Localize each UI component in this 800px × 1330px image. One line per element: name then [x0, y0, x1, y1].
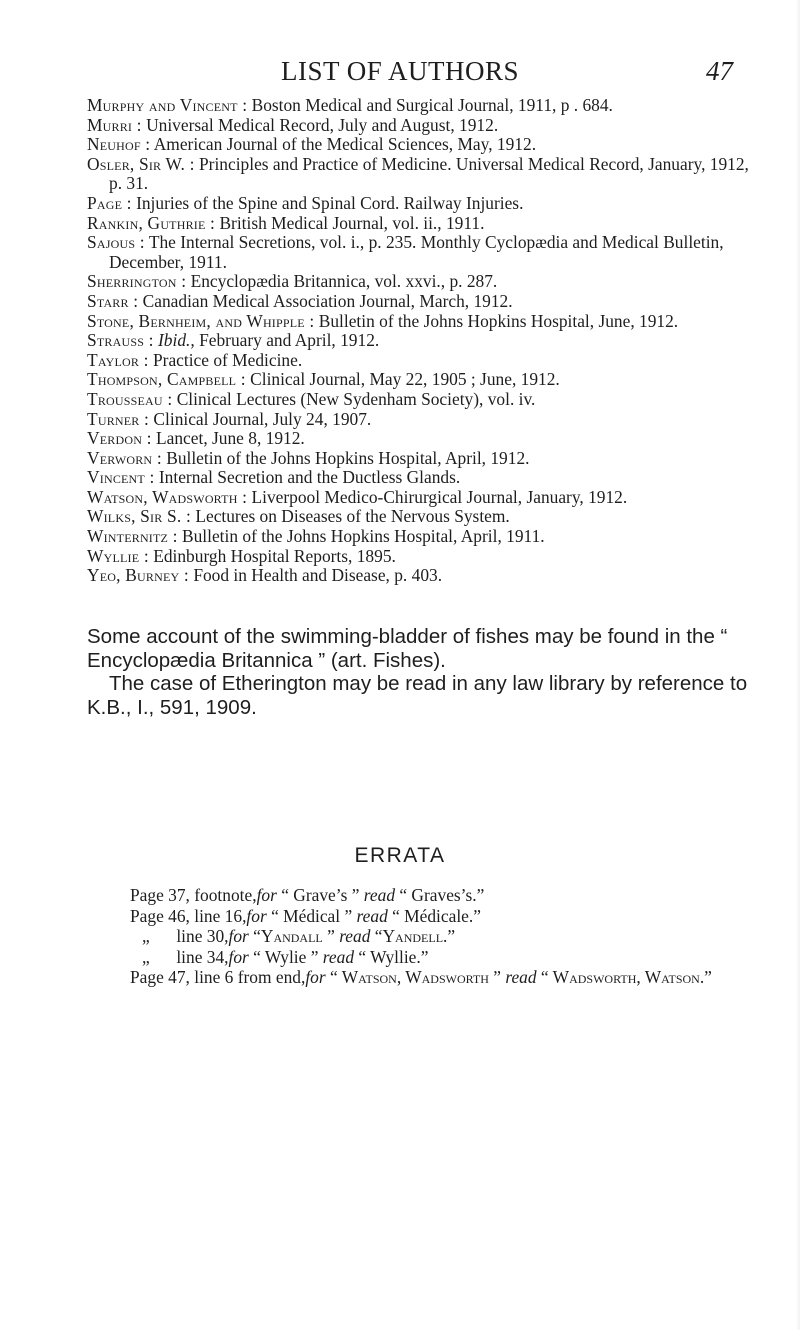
author-entry	[87, 527, 759, 547]
author-entry	[87, 214, 759, 234]
errata-wrong-text: “ Wylie ”	[248, 946, 323, 967]
author-entry	[87, 547, 759, 567]
author-name: Verdon :	[87, 428, 152, 449]
author-name: Wilks, Sir S. :	[87, 506, 191, 527]
errata-item	[130, 885, 790, 906]
author-name: Yeo, Burney :	[87, 565, 189, 586]
errata-read: read	[322, 946, 355, 967]
running-title: LIST OF AUTHORS	[280, 56, 520, 86]
errata-location: line 6 from end,	[189, 967, 306, 987]
page-number: 47	[706, 56, 733, 86]
author-name: Page :	[87, 192, 132, 213]
author-reference: Universal Medical Record, July and August, 1912.	[141, 114, 499, 135]
author-name: Turner :	[87, 408, 150, 429]
author-name: Winternitz :	[87, 526, 178, 547]
author-entry	[87, 410, 759, 430]
author-entry	[87, 468, 759, 488]
errata-correct-text: “ Médicale.”	[387, 905, 481, 926]
author-entry	[87, 507, 759, 527]
note-paragraph-encyclopaedia: Some account of the swimming-bladder of fishes may be found in the “ Encyclopædia Britannica ” (art. Fishes).	[87, 625, 728, 672]
errata-wrong-text: “ Médical ”	[266, 905, 357, 926]
author-reference: Practice of Medicine.	[148, 349, 303, 370]
author-name: Rankin, Guthrie :	[87, 212, 216, 233]
errata-correct-text: “ Wadsworth, Watson.”	[536, 967, 712, 987]
errata-item	[130, 906, 790, 927]
errata-item	[130, 947, 790, 968]
author-name: Stone, Bernheim, and Whipple :	[87, 310, 315, 331]
author-name: Watson, Wadsworth :	[87, 486, 248, 507]
author-name: Sherrington :	[87, 271, 187, 292]
author-name: Neuhof :	[87, 134, 151, 155]
errata-page: Page 37,	[130, 885, 190, 905]
author-reference: Canadian Medical Association Journal, March, 1912.	[138, 290, 513, 311]
author-name: Osler, Sir W. :	[87, 153, 195, 174]
author-reference: Bulletin of the Johns Hopkins Hospital, April, 1912.	[161, 447, 530, 468]
errata-location: line 34,	[172, 946, 229, 967]
author-reference: Internal Secretion and the Ductless Glands.	[154, 467, 461, 488]
author-reference: Edinburgh Hospital Reports, 1895.	[148, 545, 396, 566]
author-reference: Clinical Journal, July 24, 1907.	[149, 408, 372, 429]
author-reference: Clinical Lectures (New Sydenham Society), vol. iv.	[172, 388, 536, 409]
errata-read: read	[356, 905, 388, 926]
author-entry	[87, 292, 759, 312]
author-entry	[87, 488, 759, 508]
author-entry	[87, 233, 759, 272]
author-reference: British Medical Journal, vol. ii., 1911.	[215, 212, 485, 233]
errata-correct-text: “Yandell.”	[370, 926, 456, 946]
author-name: Starr :	[87, 290, 139, 311]
author-name: Vincent :	[87, 467, 155, 488]
author-entry	[87, 566, 759, 586]
errata-for: for	[228, 946, 249, 967]
errata-read: read	[505, 967, 537, 987]
author-entry	[87, 390, 759, 410]
errata-location: line 30,	[172, 926, 229, 946]
errata-page: „	[142, 946, 150, 967]
author-entry	[87, 449, 759, 469]
author-entry	[87, 135, 759, 155]
author-name: Murphy and Vincent :	[87, 95, 248, 115]
author-name: Wyllie :	[87, 545, 149, 566]
errata-location: footnote,	[189, 885, 257, 905]
author-entry	[87, 370, 759, 390]
page-edge-shadow	[796, 0, 800, 1330]
errata-location: line 16,	[189, 905, 247, 926]
errata-list	[130, 885, 790, 988]
author-name: Taylor :	[87, 349, 149, 370]
errata-item	[130, 926, 790, 947]
author-reference: Food in Health and Disease, p. 403.	[188, 565, 443, 586]
errata-page: Page 46,	[130, 905, 190, 926]
author-reference-italic: Ibid.,	[153, 330, 195, 351]
author-reference: Liverpool Medico-Chirurgical Journal, January, 1912.	[247, 486, 628, 507]
author-name: Verworn :	[87, 447, 162, 468]
author-name: Murri :	[87, 114, 142, 135]
errata-title: ERRATA	[354, 844, 446, 867]
errata-correct-text: “ Graves’s.”	[395, 885, 485, 905]
author-reference: Injuries of the Spine and Spinal Cord. Railway Injuries.	[131, 192, 524, 213]
errata-wrong-text: “ Grave’s ”	[276, 885, 364, 905]
author-entry	[87, 312, 759, 332]
author-reference: Boston Medical and Surgical Journal, 1911, p . 684.	[247, 95, 613, 115]
author-reference: Lectures on Diseases of the Nervous System.	[191, 506, 510, 527]
author-reference: Bulletin of the Johns Hopkins Hospital, June, 1912.	[314, 310, 679, 331]
author-reference: Encyclopædia Britannica, vol. xxvi., p. 287.	[186, 271, 498, 292]
author-entry	[87, 272, 759, 292]
errata-page: „	[142, 926, 150, 946]
errata-for: for	[246, 905, 267, 926]
author-name: Strauss :	[87, 330, 154, 351]
author-reference: American Journal of the Medical Sciences, May, 1912.	[150, 134, 537, 155]
author-entry	[87, 194, 759, 214]
author-name: Trousseau :	[87, 388, 173, 409]
author-entry	[87, 331, 759, 351]
author-name: Sajous :	[87, 232, 145, 253]
errata-wrong-text: “Yandall ”	[248, 926, 340, 946]
author-entry	[87, 116, 759, 136]
author-reference: Clinical Journal, May 22, 1905 ; June, 1912.	[245, 369, 560, 390]
author-entry	[87, 155, 759, 194]
note-paragraph-etherington	[87, 672, 767, 719]
author-name: Thompson, Campbell :	[87, 369, 246, 390]
errata-item	[130, 967, 790, 988]
author-entry	[87, 96, 759, 116]
note-paragraph-etherington-text: The case of Etherington may be read in any law library by reference to K.B., I., 591, 1909.	[87, 672, 748, 719]
errata-page: Page 47,	[130, 967, 190, 987]
author-list	[87, 96, 759, 586]
errata-for: for	[256, 885, 277, 905]
author-reference: Principles and Practice of Medicine. Universal Medical Record, January, 1912, p. 31.	[109, 153, 749, 194]
author-reference: Bulletin of the Johns Hopkins Hospital, April, 1911.	[177, 526, 545, 547]
author-reference: February and April, 1912.	[194, 330, 380, 351]
errata-correct-text: “ Wyllie.”	[354, 946, 429, 967]
author-entry	[87, 351, 759, 371]
author-reference: The Internal Secretions, vol. i., p. 235. Monthly Cyclopædia and Medical Bulletin, December, 1911.	[109, 232, 724, 272]
page-header	[0, 52, 800, 92]
errata-for: for	[305, 967, 326, 987]
errata-read: read	[363, 885, 396, 905]
author-entry	[87, 429, 759, 449]
errata-wrong-text: “ Watson, Wadsworth ”	[325, 967, 506, 987]
errata-read: read	[339, 926, 371, 946]
errata-for: for	[228, 926, 249, 946]
author-reference: Lancet, June 8, 1912.	[151, 428, 305, 449]
